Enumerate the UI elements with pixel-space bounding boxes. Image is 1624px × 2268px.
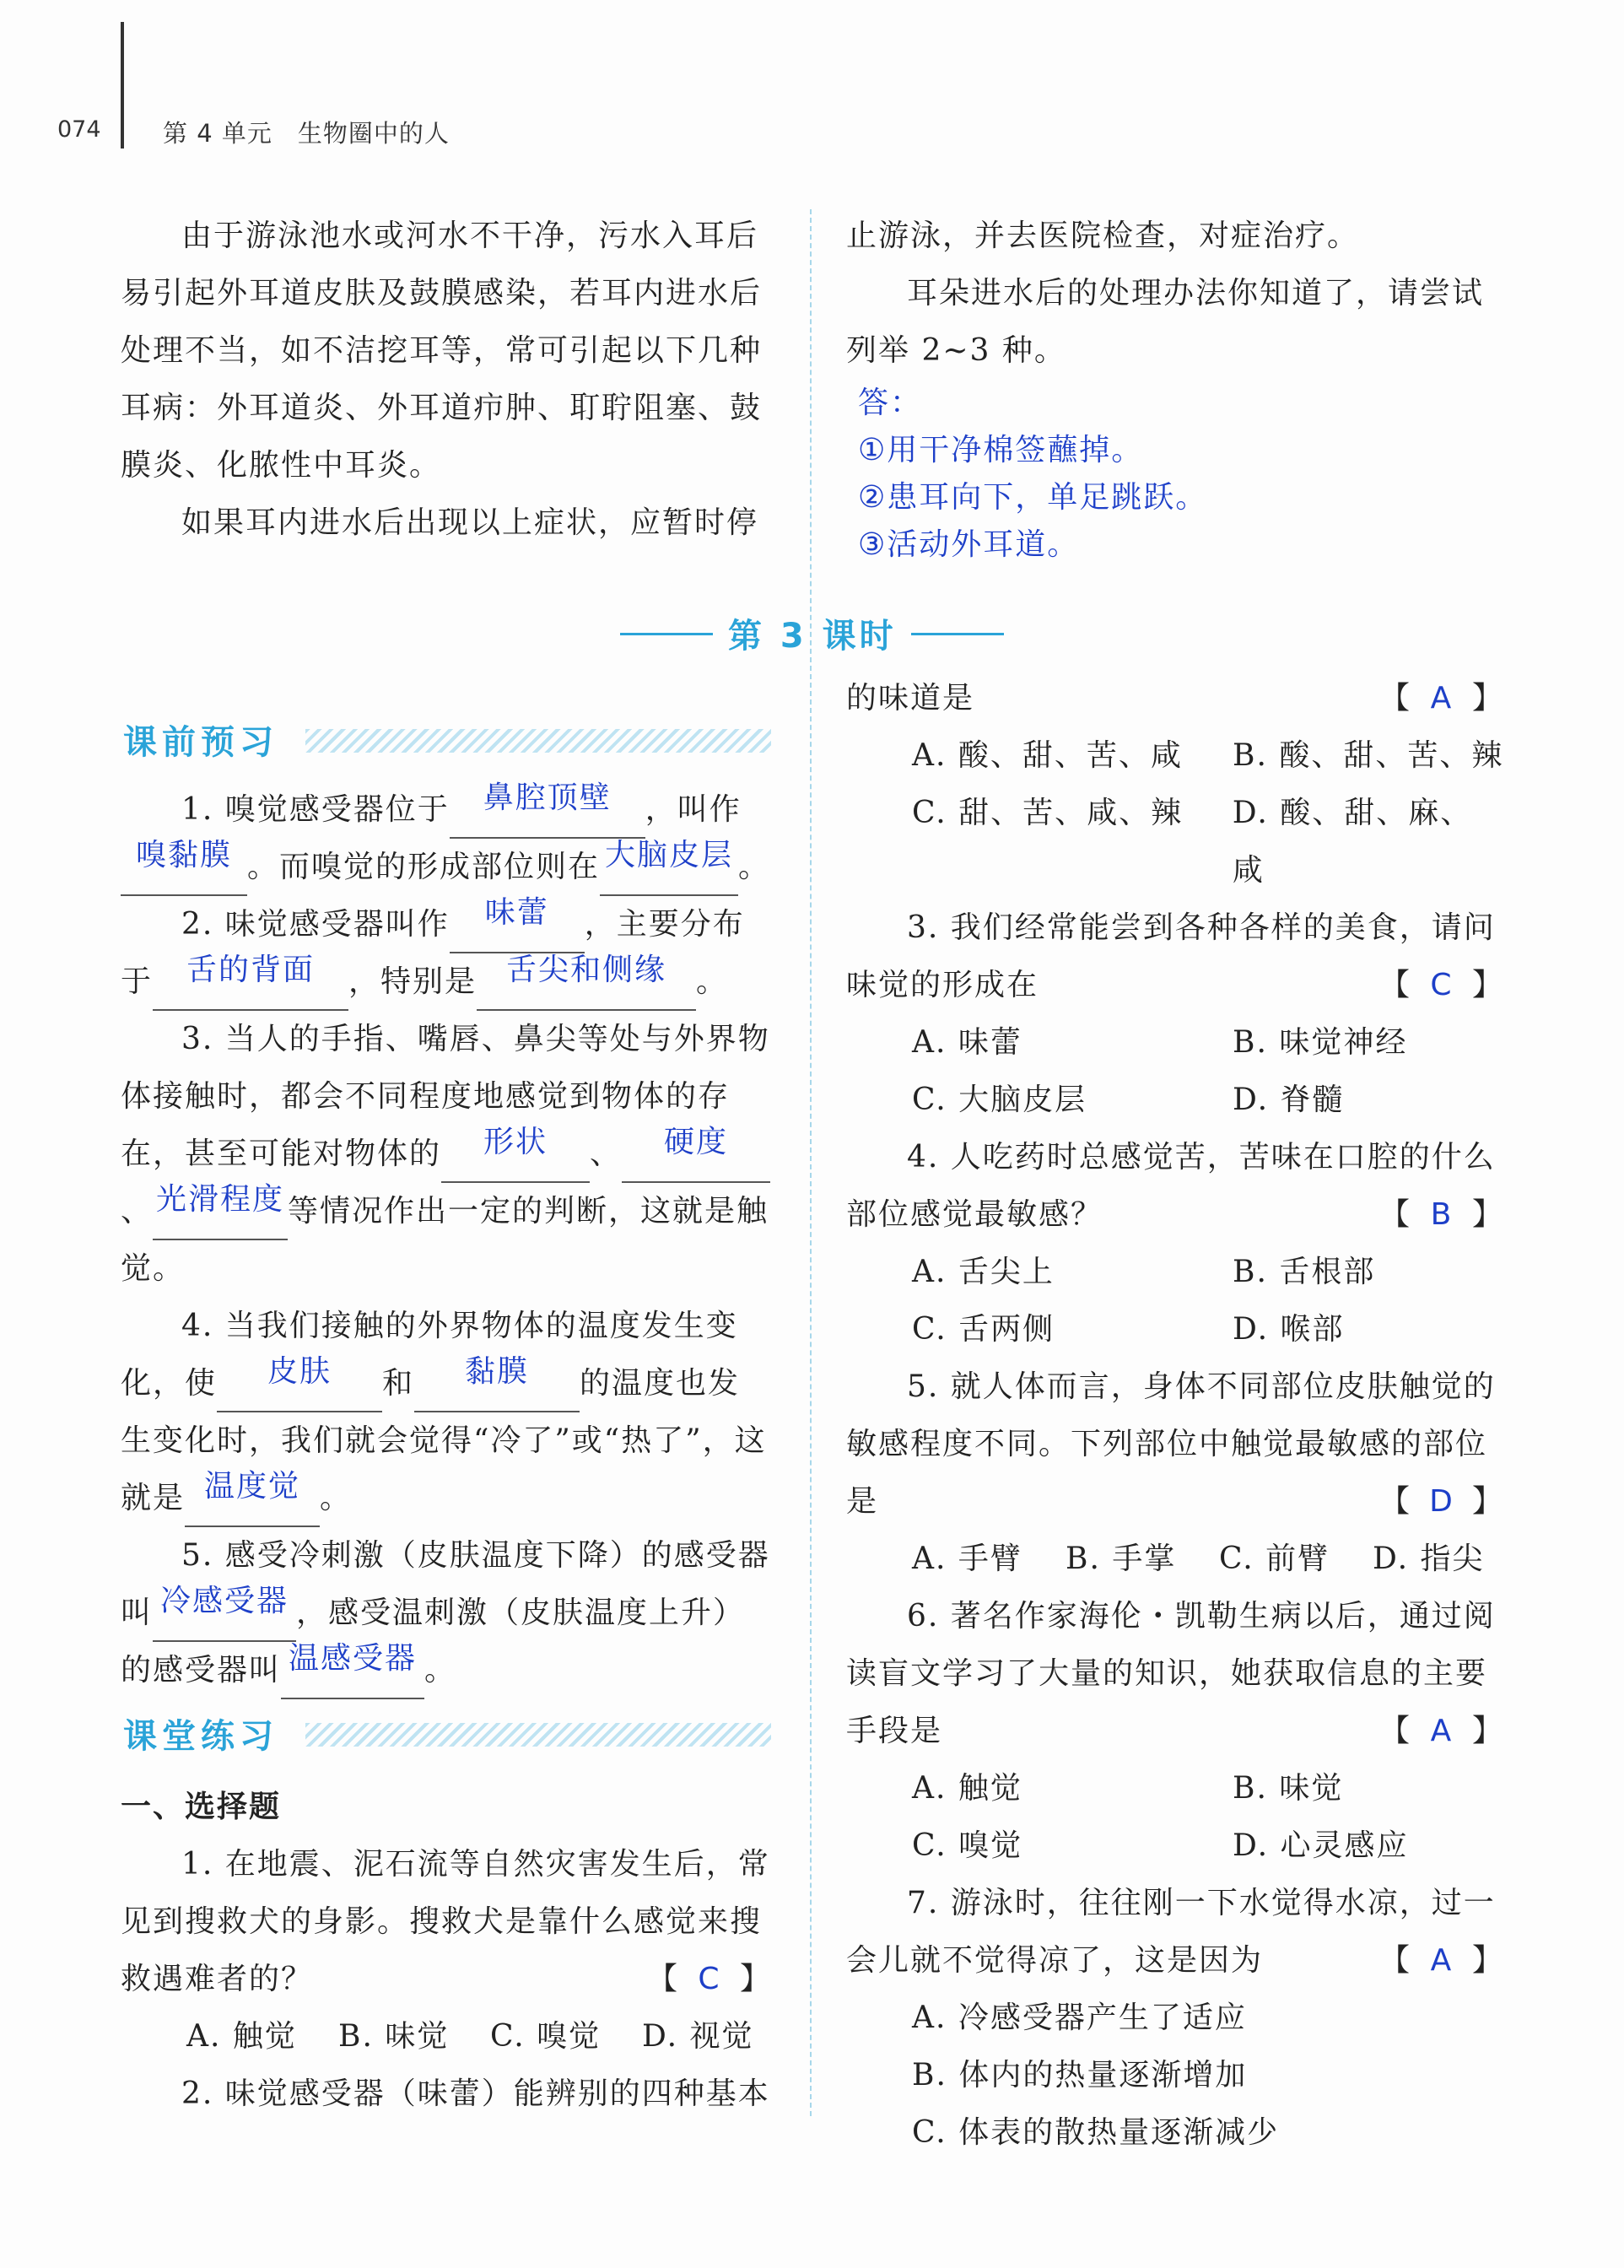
q1-option-c: C. 嗅觉 [490,2019,602,2054]
q3-option-c: C. 大脑皮层 [912,1083,1087,1117]
answer-label: 答： [858,386,923,420]
q1-option-b: B. 味觉 [338,2019,450,2054]
ear-paragraph-left [121,208,772,552]
question-2-options-2 [846,785,1504,899]
lesson-heading [620,606,1008,660]
blank-q1-3: 大脑皮层 [600,844,738,896]
question-3 [846,899,1504,1014]
practice-right [846,670,1504,2162]
preview-questions [121,781,772,1699]
choice-section-heading: 一、选择题 [121,1790,282,1824]
q2-option-d: D. 酸、甜、麻、咸 [1232,796,1473,888]
q2-option-a: A. 酸、甜、苦、咸 [912,738,1183,773]
q4-option-c: C. 舌两侧 [912,1312,1055,1347]
q4-option-b: B. 舌根部 [1233,1255,1376,1289]
ear-question: 耳朵进水后的处理办法你知道了，请尝试列举 2~3 种。 [846,276,1485,368]
ear-paragraph-1: 由于游泳池水或河水不干净，污水入耳后易引起外耳道皮肤及鼓膜感染，若耳内进水后处理不当，如不洁挖耳等，常可引起以下几种耳病：外耳道炎、外耳道疖肿、耵聍阻塞、鼓膜炎、化脓性中耳炎。 [121,219,763,483]
question-2-answer: 【 A 】 [1379,681,1504,716]
header-rule [121,22,124,148]
practice-stripe [305,1723,771,1747]
question-4-text: 4. 人吃药时总感觉苦，苦味在口腔的什么部位感觉最敏感？ [846,1140,1496,1232]
question-3-answer: 【 C 】 [1379,968,1504,1002]
question-2-options-1 [846,727,1504,785]
question-7-option-a: A. 冷感受器产生了适应 [912,2001,1247,2035]
q3-option-b: B. 味觉神经 [1233,1025,1408,1060]
ear-paragraph-continued: 止游泳，并去医院检查，对症治疗。 [846,219,1360,253]
blank-q2-2: 舌的背面 [153,958,348,1011]
question-6-text: 6. 著名作家海伦・凯勒生病以后，通过阅读盲文学习了大量的知识，她获取信息的主要手段是 [846,1599,1496,1748]
q3-option-a: A. 味蕾 [912,1025,1022,1060]
question-2-end: 的味道是 [846,681,975,716]
blank-q3-3: 光滑程度 [153,1188,288,1240]
question-6-options-2 [846,1817,1504,1875]
lesson-title: 第 3 课时 [728,617,897,656]
page-number: 074 [57,116,101,143]
preview-q5: 5. 感受冷刺激（皮肤温度下降）的感受器叫 冷感受器 ，感受温刺激（皮肤温度上升）的感受器叫 温感受器 。 [121,1527,772,1699]
q1-option-a: A. 触觉 [186,2019,297,2054]
question-1-text: 1. 在地震、泥石流等自然灾害发生后，常见到搜救犬的身影。搜救犬是靠什么感觉来搜救遇难者的？ [121,1847,770,1996]
question-1 [121,1836,772,2008]
question-5-options [846,1531,1504,1588]
blank-q5-1: 冷感受器 [153,1590,296,1642]
answer-item-3: ③活动外耳道。 [858,527,1080,562]
unit-title: 第 4 单元 生物圈中的人 [163,119,450,148]
answer-item-1: ①用干净棉签蘸掉。 [858,433,1144,467]
blank-q3-2: 硬度 [622,1131,770,1183]
blank-q4-1: 皮肤 [217,1360,382,1412]
question-1-options [121,2008,772,2066]
preview-title: 课前预习 [123,723,278,762]
q6-option-b: B. 味觉 [1233,1771,1344,1806]
question-7-text: 7. 游泳时，往往刚一下水觉得水凉，过一会儿就不觉得凉了，这是因为 [846,1886,1496,1978]
preview-q3: 3. 当人的手指、嘴唇、鼻尖等处与外界物体接触时，都会不同程度地感觉到物体的存在，甚至可能对物体的 形状 、 硬度、 光滑程度 等情况作出一定的判断，这就是触觉。 [121,1022,770,1286]
ear-paragraph-2: 如果耳内进水后出现以上症状，应暂时停 [181,505,759,540]
column-divider [810,209,813,2116]
blank-q2-3: 舌尖和侧缘 [477,958,696,1011]
lesson-line-right [911,633,1004,635]
question-2 [846,670,1504,727]
question-3-text: 3. 我们经常能尝到各种各样的美食，请问味觉的形成在 [846,910,1496,1002]
blank-q2-1: 味蕾 [450,901,585,953]
q5-option-d: D. 指尖 [1373,1542,1485,1576]
question-7-option-c: C. 体表的散热量逐渐减少 [912,2115,1280,2150]
preview-stripe [305,729,771,753]
blank-q5-2: 温感受器 [281,1647,424,1699]
question-7-answer: 【 A 】 [1379,1943,1504,1978]
q6-option-d: D. 心灵感应 [1233,1828,1409,1863]
q3-option-d: D. 脊髓 [1233,1083,1345,1117]
answer-item-2: ②患耳向下，单足跳跃。 [858,480,1208,515]
q5-option-c: C. 前臂 [1219,1542,1330,1576]
question-4-options-1 [846,1244,1504,1301]
blank-q3-1: 形状 [441,1131,590,1183]
q5-option-b: B. 手掌 [1066,1542,1177,1576]
question-3-options-1 [846,1014,1504,1072]
question-7-option-b: B. 体内的热量逐渐增加 [912,2058,1248,2092]
question-5-answer: 【 D 】 [1379,1484,1504,1519]
practice-left [121,1779,772,2123]
q2-option-b: B. 酸、甜、苦、辣 [1233,738,1504,773]
question-5-text: 5. 就人体而言，身体不同部位皮肤触觉的敏感程度不同。下列部位中触觉最敏感的部位是 [846,1369,1496,1519]
question-3-options-2 [846,1072,1504,1129]
ear-paragraph-right [846,208,1504,569]
question-2-start: 2. 味觉感受器（味蕾）能辨别的四种基本 [181,2076,770,2111]
blank-q4-2: 黏膜 [414,1360,580,1412]
question-6-options-1 [846,1760,1504,1817]
preview-q4: 4. 当我们接触的外界物体的温度发生变化，使 皮肤 和 黏膜 的温度也发生变化时，我们就会觉得“冷了”或“热了”，这就是 温度觉 。 [121,1298,772,1527]
q4-option-a: A. 舌尖上 [912,1255,1055,1289]
question-4-answer: 【 B 】 [1379,1197,1504,1232]
question-7 [846,1875,1504,1990]
preview-q1: 1. 嗅觉感受器位于 鼻腔顶壁 ，叫作嗅黏膜 。而嗅觉的形成部位则在 大脑皮层 。 [121,781,772,896]
q6-option-c: C. 嗅觉 [912,1828,1023,1863]
lesson-line-left [620,633,713,635]
question-6-answer: 【 A 】 [1379,1714,1504,1748]
practice-title: 课堂练习 [123,1717,278,1756]
blank-q1-2: 嗅黏膜 [121,844,247,896]
ear-answer [846,380,1504,569]
preview-q2: 2. 味觉感受器叫作 味蕾 ，主要分布于 舌的背面 ，特别是 舌尖和侧缘 。 [121,896,772,1011]
q4-option-d: D. 喉部 [1233,1312,1345,1347]
q5-option-a: A. 手臂 [912,1542,1022,1576]
q6-option-a: A. 触觉 [912,1771,1022,1806]
question-4-options-2 [846,1301,1504,1358]
blank-q1-1: 鼻腔顶壁 [450,786,645,839]
question-6 [846,1588,1504,1760]
question-1-answer: 【 C 】 [646,1962,772,1996]
blank-q4-3: 温度觉 [185,1475,320,1527]
q1-option-d: D. 视觉 [642,2019,754,2054]
question-5 [846,1358,1504,1531]
question-4 [846,1129,1504,1244]
q2-option-c: C. 甜、苦、咸、辣 [912,796,1184,830]
